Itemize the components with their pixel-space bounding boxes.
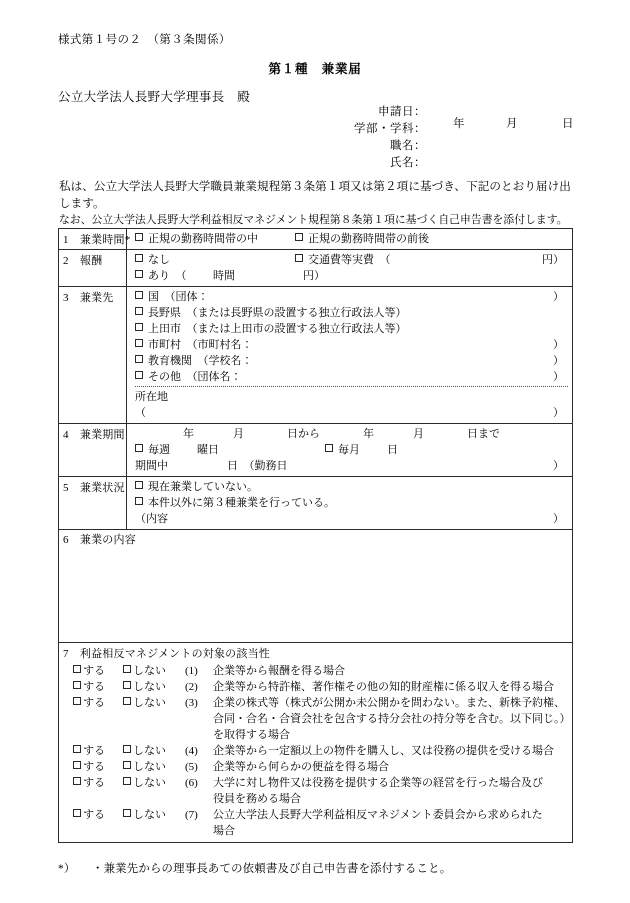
coi-no-label: しない xyxy=(133,777,166,789)
coi-text-7: 公立大学法人長野大学利益相反マネジメント委員会から求められた xyxy=(213,809,543,821)
coi-text-1: 企業等から報酬を得る場合 xyxy=(213,665,345,677)
coi-yes-3[interactable] xyxy=(73,695,123,711)
colon: ： xyxy=(414,123,426,135)
location-label: 所在地 xyxy=(135,391,168,403)
footnote-text: ・兼業先からの理事長あての依頼書及び自己申告書を添付すること。 xyxy=(92,863,452,875)
table-row-remuneration xyxy=(59,250,573,287)
row-label-status: 5 兼業状況 xyxy=(59,477,127,530)
period-start-day: 日から xyxy=(287,428,320,440)
checkbox-ueda-city[interactable] xyxy=(135,323,143,331)
during-period-label: 期間中 xyxy=(135,460,168,472)
coi-text-3-line3: を取得する場合 xyxy=(213,729,290,741)
checkbox-no-remuneration[interactable] xyxy=(135,254,143,262)
checkbox-coi-no-2[interactable] xyxy=(123,681,131,689)
row-label-employer: 3 兼業先 xyxy=(59,287,127,424)
coi-yes-label: する xyxy=(83,777,105,789)
date-month-unit: 月 xyxy=(506,118,518,130)
remuneration-line-1 xyxy=(135,252,568,268)
coi-yes-label: する xyxy=(83,665,105,677)
coi-text-7-line2: 場合 xyxy=(213,825,235,837)
close-paren: ） xyxy=(553,460,564,472)
close-paren: ） xyxy=(553,339,564,351)
full-name-label: 氏名 xyxy=(390,157,414,169)
coi-yes-5[interactable] xyxy=(73,759,123,775)
coi-yes-label: する xyxy=(83,745,105,757)
employer-option-ueda-city xyxy=(135,321,568,337)
work-hours-options xyxy=(135,231,568,247)
remuneration-line-2 xyxy=(135,268,568,284)
period-end-day: 日まで xyxy=(467,428,500,440)
row-body-period xyxy=(127,424,573,477)
period-frequency xyxy=(135,442,568,458)
coi-no-5[interactable] xyxy=(123,759,185,775)
checkbox-coi-yes-1[interactable] xyxy=(73,665,81,673)
table-row-period xyxy=(59,424,573,477)
employer-option-school xyxy=(135,353,568,369)
row-body-work-hours xyxy=(127,229,573,250)
checkbox-monthly[interactable] xyxy=(325,444,333,452)
page-title: 第１種 兼業届 xyxy=(268,62,362,76)
intro-line-1: 私は、公立大学法人長野大学職員兼業規程第３条第１項又は第２項に基づき、下記のとおり届け出 xyxy=(59,180,571,193)
checkbox-coi-yes-7[interactable] xyxy=(73,809,81,817)
employer-option-national xyxy=(135,289,568,305)
checkbox-coi-yes-6[interactable] xyxy=(73,777,81,785)
period-end-year: 年 xyxy=(363,428,374,440)
coi-yes-label: する xyxy=(83,761,105,773)
row-label-job-content: 6 兼業の内容 xyxy=(63,534,136,546)
checkbox-educational-institution[interactable] xyxy=(135,355,143,363)
coi-text-5: 企業等から何らかの便益を得る場合 xyxy=(213,761,389,773)
option-transport-expense: 交通費等実費 （ xyxy=(308,254,391,266)
location-close-paren: ） xyxy=(553,407,564,419)
option-around-regular-hours: 正規の勤務時間帯の前後 xyxy=(308,233,429,245)
checkbox-coi-no-4[interactable] xyxy=(123,745,131,753)
footnote-marker: *） xyxy=(58,863,76,875)
coi-yes-2[interactable] xyxy=(73,679,123,695)
coi-section-title: 7 利益相反マネジメントの対象の該当性 xyxy=(63,648,270,660)
option-monthly: 毎月 xyxy=(338,444,360,456)
date-year-unit: 年 xyxy=(453,118,465,130)
checkbox-national-org[interactable] xyxy=(135,291,143,299)
option-nagano-prefecture: 長野県 （または長野県の設置する独立行政法人等） xyxy=(148,307,407,319)
checkbox-nagano-prefecture[interactable] xyxy=(135,307,143,315)
coi-item-3 xyxy=(63,695,568,711)
transport-expense-group xyxy=(295,252,391,268)
checkbox-transport-expense[interactable] xyxy=(295,254,303,262)
weekday-unit: 曜日 xyxy=(197,444,219,456)
period-start-year: 年 xyxy=(183,428,194,440)
coi-number-3: (3) xyxy=(185,697,198,709)
intro-line-2: します。 xyxy=(59,197,105,210)
form-code: 様式第１号の２ （第３条関係） xyxy=(58,34,231,46)
coi-item-1 xyxy=(63,663,568,679)
option-has-remuneration: あり （ xyxy=(148,270,187,282)
table-row-coi xyxy=(59,643,573,843)
intro-paragraph xyxy=(59,178,575,229)
period-date-range[interactable] xyxy=(135,426,568,442)
coi-no-2[interactable] xyxy=(123,679,185,695)
coi-no-label: しない xyxy=(133,697,166,709)
coi-text-4: 企業等から一定額以上の物件を購入し、又は役務の提供を受ける場合 xyxy=(213,745,554,757)
checkbox-coi-yes-5[interactable] xyxy=(73,761,81,769)
coi-text-3-line2: 合同・合名・合資会社を包含する持分会社の持分等を含む。以下同じ。） xyxy=(213,713,571,725)
application-date-label: 申請日 xyxy=(378,106,414,118)
checkbox-around-regular-hours[interactable] xyxy=(295,233,303,241)
coi-yes-1[interactable] xyxy=(73,663,123,679)
employer-location-label-line xyxy=(135,387,568,405)
coi-number-5: (5) xyxy=(185,761,198,773)
coi-number-4: (4) xyxy=(185,745,198,757)
checkbox-has-remuneration[interactable] xyxy=(135,270,143,278)
transport-expense-yen: 円） xyxy=(542,254,564,266)
coi-no-1[interactable] xyxy=(123,663,185,679)
intro-line-3: なお、公立大学法人長野大学利益相反マネジメント規程第８条第１項に基づく自己申告書を添付します。 xyxy=(59,214,568,226)
declaration-table xyxy=(58,228,573,843)
coi-yes-label: する xyxy=(83,809,105,821)
checkbox-weekly[interactable] xyxy=(135,444,143,452)
coi-no-3[interactable] xyxy=(123,695,185,711)
checkbox-coi-no-1[interactable] xyxy=(123,665,131,673)
coi-number-1: (1) xyxy=(185,665,198,677)
row-label-work-hours: 1 兼業時間* xyxy=(59,229,127,250)
checkbox-other-org[interactable] xyxy=(135,371,143,379)
coi-text-2: 企業等から特許権、著作権その他の知的財産権に係る収入を得る場合 xyxy=(213,681,554,693)
checkbox-coi-yes-4[interactable] xyxy=(73,745,81,753)
coi-number-7: (7) xyxy=(185,809,198,821)
table-row-work-hours xyxy=(59,229,573,250)
monthly-group xyxy=(325,442,360,458)
coi-yes-4[interactable] xyxy=(73,743,123,759)
checkbox-coi-no-7[interactable] xyxy=(123,809,131,817)
option-no-current-side-job: 現在兼業していない。 xyxy=(148,481,258,493)
checkbox-during-regular-hours[interactable] xyxy=(135,233,143,241)
coi-no-6[interactable] xyxy=(123,775,185,791)
coi-item-2 xyxy=(63,679,568,695)
coi-item-4 xyxy=(63,743,568,759)
checkbox-no-current-side-job[interactable] xyxy=(135,481,143,489)
colon: ： xyxy=(414,106,426,118)
table-row-employer xyxy=(59,287,573,424)
coi-item-7 xyxy=(63,807,568,823)
coi-yes-label: する xyxy=(83,697,105,709)
coi-yes-label: する xyxy=(83,681,105,693)
status-content-line[interactable] xyxy=(135,511,568,527)
close-paren: ） xyxy=(553,291,564,303)
table-row-job-content xyxy=(59,530,573,643)
status-option-none xyxy=(135,479,568,495)
checkbox-coi-no-6[interactable] xyxy=(123,777,131,785)
applicant-info-block xyxy=(330,103,580,171)
coi-text-6: 大学に対し物件又は役務を提供する企業等の経営を行った場合及び xyxy=(213,777,543,789)
coi-yes-7[interactable] xyxy=(73,807,123,823)
employer-option-other xyxy=(135,369,568,385)
remuneration-yen: 円） xyxy=(303,270,325,282)
status-content-open: （内容 xyxy=(135,513,168,525)
status-content-close: ） xyxy=(553,513,564,525)
applicant-row-position xyxy=(330,137,580,154)
option-national-org: 国 （団体： xyxy=(148,291,209,303)
date-day-unit: 日 xyxy=(562,118,574,130)
during-period-days: 日 （勤務日 xyxy=(227,460,288,472)
coi-text-6-line2: 役員を務める場合 xyxy=(213,793,301,805)
remuneration-hours-unit: 時間 xyxy=(213,270,235,282)
coi-no-label: しない xyxy=(133,761,166,773)
row-body-status xyxy=(127,477,573,530)
option-has-type3-side-job: 本件以外に第３種兼業を行っている。 xyxy=(148,497,335,509)
colon: ： xyxy=(414,157,426,169)
close-paren: ） xyxy=(553,355,564,367)
checkbox-coi-no-5[interactable] xyxy=(123,761,131,769)
checkbox-coi-no-3[interactable] xyxy=(123,697,131,705)
footnote xyxy=(58,860,451,876)
period-start-month: 月 xyxy=(233,428,244,440)
row-label-remuneration: 2 報酬 xyxy=(59,250,127,287)
option-no-remuneration: なし xyxy=(148,254,170,266)
row-label-period: 4 兼業期間 xyxy=(59,424,127,477)
close-paren: ） xyxy=(553,371,564,383)
option-municipality: 市町村 （市町村名： xyxy=(148,339,253,351)
coi-text-3: 企業の株式等（株式が公開か未公開かを問わない。また、新株予約権、 xyxy=(213,697,565,709)
coi-number-2: (2) xyxy=(185,681,198,693)
row-body-remuneration xyxy=(127,250,573,287)
option-ueda-city: 上田市 （または上田市の設置する独立行政法人等） xyxy=(148,323,407,335)
option-other-org: その他 （団体名： xyxy=(148,371,242,383)
coi-no-label: しない xyxy=(133,681,166,693)
position-title-label: 職名 xyxy=(390,140,414,152)
coi-no-label: しない xyxy=(133,809,166,821)
location-open-paren: （ xyxy=(135,407,146,419)
row-body-job-content[interactable] xyxy=(59,530,573,643)
coi-yes-6[interactable] xyxy=(73,775,123,791)
row-body-coi xyxy=(59,643,573,843)
row-body-employer xyxy=(127,287,573,424)
coi-no-label: しない xyxy=(133,665,166,677)
checkbox-municipality[interactable] xyxy=(135,339,143,347)
coi-no-4[interactable] xyxy=(123,743,185,759)
status-option-other xyxy=(135,495,568,511)
coi-item-6 xyxy=(63,775,568,791)
table-row-status xyxy=(59,477,573,530)
option-weekly: 毎週 xyxy=(148,444,170,456)
period-during-line[interactable] xyxy=(135,458,568,474)
faculty-department-label: 学部・学科 xyxy=(354,123,414,135)
employer-location-field-line[interactable] xyxy=(135,405,568,421)
month-day-unit: 日 xyxy=(387,444,398,456)
checkbox-coi-yes-3[interactable] xyxy=(73,697,81,705)
work-hours-option2-group xyxy=(295,231,429,247)
checkbox-has-type3-side-job[interactable] xyxy=(135,497,143,505)
colon: ： xyxy=(414,140,426,152)
employer-option-municipality xyxy=(135,337,568,353)
coi-no-label: しない xyxy=(133,745,166,757)
period-end-month: 月 xyxy=(413,428,424,440)
coi-number-6: (6) xyxy=(185,777,198,789)
coi-no-7[interactable] xyxy=(123,807,185,823)
checkbox-coi-yes-2[interactable] xyxy=(73,681,81,689)
option-during-regular-hours: 正規の勤務時間帯の中 xyxy=(148,233,258,245)
coi-item-5 xyxy=(63,759,568,775)
option-educational-institution: 教育機関 （学校名： xyxy=(148,355,253,367)
applicant-row-name xyxy=(330,154,580,171)
employer-option-nagano-pref xyxy=(135,305,568,321)
addressee: 公立大学法人長野大学理事長 殿 xyxy=(58,90,251,104)
